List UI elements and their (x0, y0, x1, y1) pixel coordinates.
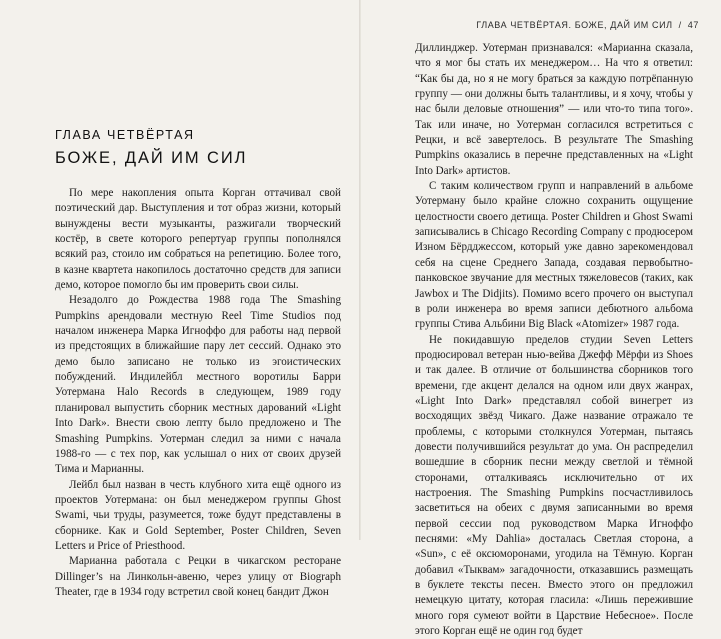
page-number: 47 (687, 20, 699, 30)
paragraph: Не покидавшую пределов студии Seven Letters продюсировал ветеран нью-вейва Джефф Мёрфи из Shoes и так далее. В отличие от большинства сборников того времени, где акцент делался на одном или двух жанрах, «Light Into Dark» представлял собой винегрет из восходящих звёзд Чикаго. Даже название отражало те проблемы, с которыми столкнулся Уотерман, пытаясь довести получившийся результат до ума. Он распределил вошедшие в сборник песни между светлой и тёмной сторонами, отталкиваясь исключительно от их настроения. The Smashing Pumpkins посчастливилось засветиться на обеих с двумя записанными во время первой сессии под руководством Марка Игноффо песнями: «My Dahlia» досталась Светлая сторона, а «Sun», с её оксюморонами, угодила на Тёмную. Корган добавил «Тыквам» загадочности, отказавшись размещать в буклете тексты песен. Вместо этого он предложил немецкую цитату, которая гласила: «Лишь пережившие много горя сумеют войти в Царствие Небесное». После этого Корган ещё не один год будет (415, 333, 693, 638)
paragraph-continued: Диллинджер. Уотерман признавался: «Марианна сказала, что я мог бы стать их менеджером… На что я ответил: “Как бы да, но я не могу браться за каждую потрёпанную группу — они должны быть талантливы, и я хочу, чтобы у нас были деловые отношения” — или что-то типа того». Так или иначе, но Уотерман согласился встретиться с Рецки, и всё завертелось. В результате The Smashing Pumpkins оказались в перечне представленных на «Light Into Dark» артистов. (415, 42, 693, 177)
right-page (361, 0, 721, 638)
running-head (476, 20, 699, 30)
left-page (0, 0, 359, 598)
paragraph: Лейбл был назван в честь клубного хита ещё одного из проектов Уотермана: он был менеджером группы Ghost Swami, чьи труды, разумеется, тоже будут представлены в сборнике. Как и Gold September, Poster Children, Seven Letters и Price of Priesthood. (55, 478, 341, 552)
paragraph: По мере накопления опыта Корган оттачивал свой поэтический дар. Выступления и тот образ жизни, который вынуждены вести музыканты, разжигали творческий костёр, в свете которого репертуар группы пополнялся всякий раз, стоило им собраться на репетицию. Более того, в казне квартета накопилось достаточно средств для записи демо, которое помогло бы им проверить свои силы. (55, 187, 341, 292)
left-page-body (55, 186, 341, 600)
running-title: ГЛАВА ЧЕТВЁРТАЯ. БОЖЕ, ДАЙ ИМ СИЛ (476, 20, 673, 30)
paragraph: Незадолго до Рождества 1988 года The Smashing Pumpkins арендовали местную Reel Time Studios под началом инженера Марка Игноффо для работы над первой из предстоящих в ближайшие пару лет сессий. Однако это демо было записано не только из эгоистических побуждений. Индилейбл местного воротилы Барри Уотермана Halo Records в следующем, 1989 году планировал выпустить сборник местных дарований «Light Into Dark». Внести свою лепту было предложено и The Smashing Pumpkins. Уотерман следил за ними с начала 1988-го — с тех пор, как услышал о них от своих друзей Тима и Марианны. (55, 294, 341, 476)
paragraph: С таким количеством групп и направлений в альбоме Уотерману было крайне сложно сохранить ощущение целостности своего детища. Poster Children и Ghost Swami записывались в Chicago Recording Company с продюсером Изном Бёрдджессом, который уже давно зарекомендовал себя на сцене Среднего Запада, создавая первобытно-панковское звучание для местных тяжеловесов (таких, как Jawbox и The Didjits). Помимо всего прочего он выступал в роли инженера во время записи дебютного альбома группы Стива Альбини Big Black «Atomizer» 1987 года. (415, 180, 693, 331)
chapter-title: БОЖЕ, ДАЙ ИМ СИЛ (55, 149, 248, 167)
chapter-label: ГЛАВА ЧЕТВЁРТАЯ (55, 128, 195, 142)
running-head-separator: / (678, 20, 682, 30)
paragraph: Марианна работала с Рецки в чикагском ресторане Dillinger’s на Линкольн-авеню, через улицу от Biograph Theater, где в 1934 году встретил свой конец бандит Джон (55, 555, 341, 598)
right-page-body (415, 41, 693, 639)
